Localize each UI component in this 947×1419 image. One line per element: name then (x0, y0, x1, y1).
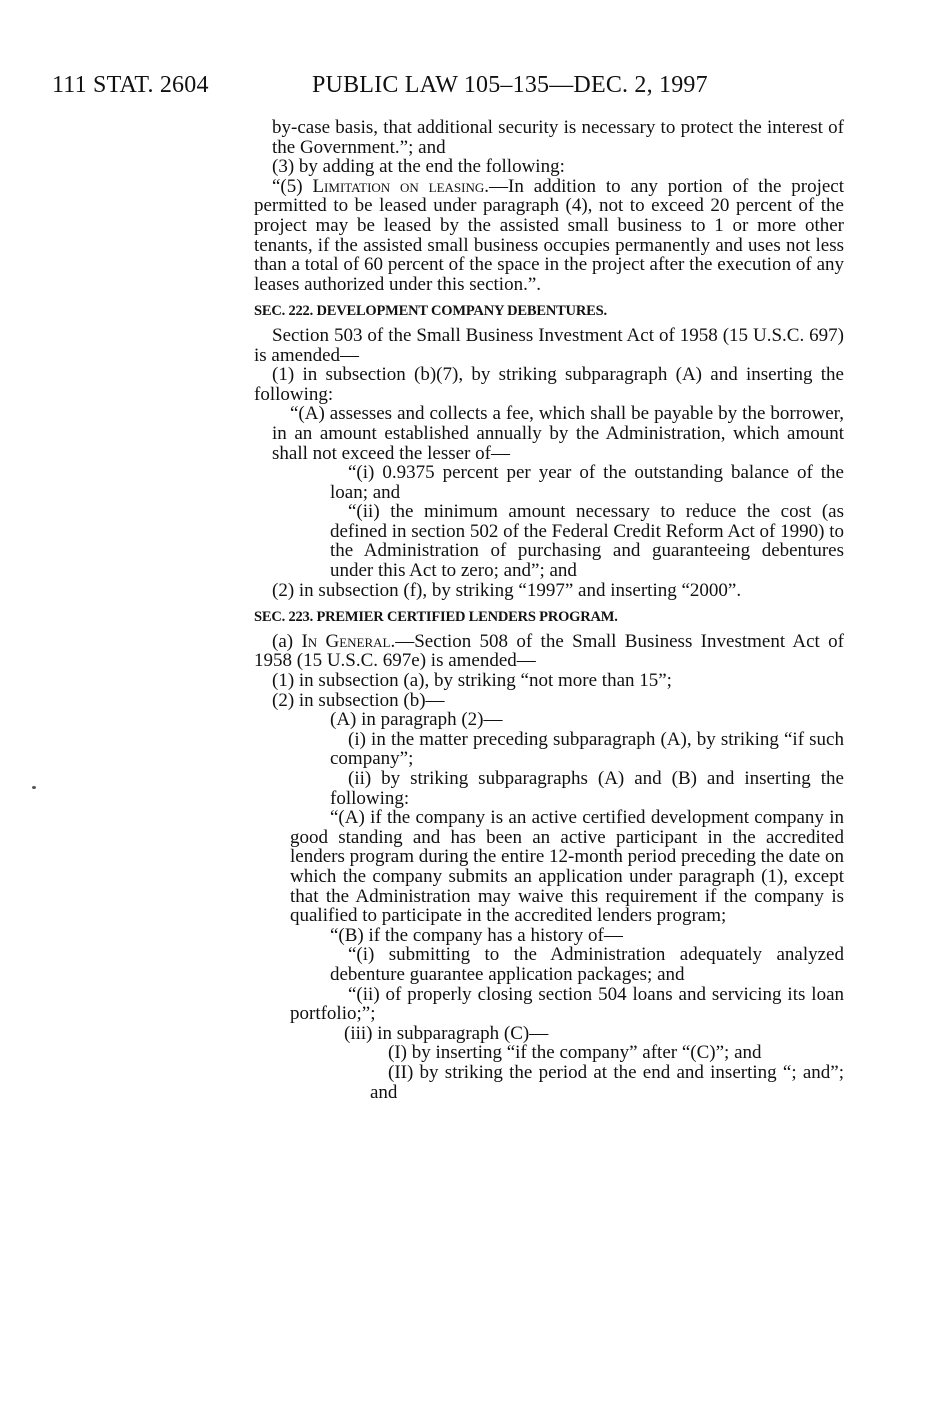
paragraph: (II) by striking the period at the end and inserting “; and”; and (370, 1061, 844, 1103)
paragraph: (1) in subsection (a), by striking “not more than 15”; (272, 670, 672, 692)
paragraph: (3) by adding at the end the following: (272, 156, 565, 178)
page-citation: 111 STAT. 2604 (52, 72, 209, 98)
paragraph: “(A) assesses and collects a fee, which shall be payable by the borrower, in an amount established annually by the Administration, which amount shall not exceed the lesser of— (272, 403, 844, 464)
paragraph: (ii) by striking subparagraphs (A) and (B) and inserting the following: (330, 768, 844, 809)
paragraph: (iii) in subparagraph (C)— (344, 1022, 549, 1044)
paragraph: “(ii) of properly closing section 504 loans and servicing its loan portfolio;”; (290, 983, 844, 1025)
section-heading: SEC. 223. PREMIER CERTIFIED LENDERS PROGRAM. (254, 609, 618, 626)
paragraph: “(i) submitting to the Administration adequately analyzed debenture guarantee application packages; and (330, 944, 844, 985)
paragraph: “(B) if the company has a history of— (330, 924, 623, 946)
paragraph: (a) In General.—Section 508 of the Small Business Investment Act of 1958 (15 U.S.C. 697e) is amended— (254, 630, 844, 672)
paragraph: (2) in subsection (f), by striking “1997” and inserting “2000”. (272, 579, 742, 601)
paragraph: (i) in the matter preceding subparagraph (A), by striking “if such company”; (330, 728, 844, 770)
small-caps-heading: In General (301, 630, 391, 652)
document-body (254, 118, 844, 1102)
paragraph: Section 503 of the Small Business Investment Act of 1958 (15 U.S.C. 697) is amended— (254, 324, 844, 366)
paragraph: by-case basis, that additional security is necessary to protect the interest of the Government.”; and (272, 117, 844, 158)
paragraph: (1) in subsection (b)(7), by striking subparagraph (A) and inserting the following: (254, 364, 844, 405)
paragraph: (I) by inserting “if the company” after “(C)”; and (388, 1042, 762, 1064)
small-caps-heading: Limitation on leasing (312, 175, 485, 197)
stray-mark (32, 786, 36, 789)
page-header-title: PUBLIC LAW 105–135—DEC. 2, 1997 (312, 72, 708, 98)
paragraph: “(A) if the company is an active certified development company in good standing and has been an active participant in the accredited lenders program during the entire 12-month period preceding the date on which the company submits an application under paragraph (1), except that the Administration may waive this requirement if the company is qualified to participate in the accredited lenders program; (290, 807, 844, 927)
paragraph: “(i) 0.9375 percent per year of the outstanding balance of the loan; and (330, 462, 844, 503)
paragraph: “(5) Limitation on leasing.—In addition to any portion of the project permitted to be leased under paragraph (4), not to exceed 20 percent of the project may be leased by the assisted small business to 1 or more other tenants, if the assisted small business occupies permanently and uses not less than a total of 60 percent of the space in the project after the execution of any leases authorized under this section.”. (254, 175, 844, 295)
section-heading: SEC. 222. DEVELOPMENT COMPANY DEBENTURES. (254, 303, 607, 320)
paragraph: “(ii) the minimum amount necessary to reduce the cost (as defined in section 502 of the Federal Credit Reform Act of 1990) to the Administration of purchasing and guaranteeing debentures under this Act to zero; and”; and (330, 501, 844, 582)
paragraph: (A) in paragraph (2)— (330, 709, 503, 731)
paragraph: (2) in subsection (b)— (272, 689, 445, 711)
